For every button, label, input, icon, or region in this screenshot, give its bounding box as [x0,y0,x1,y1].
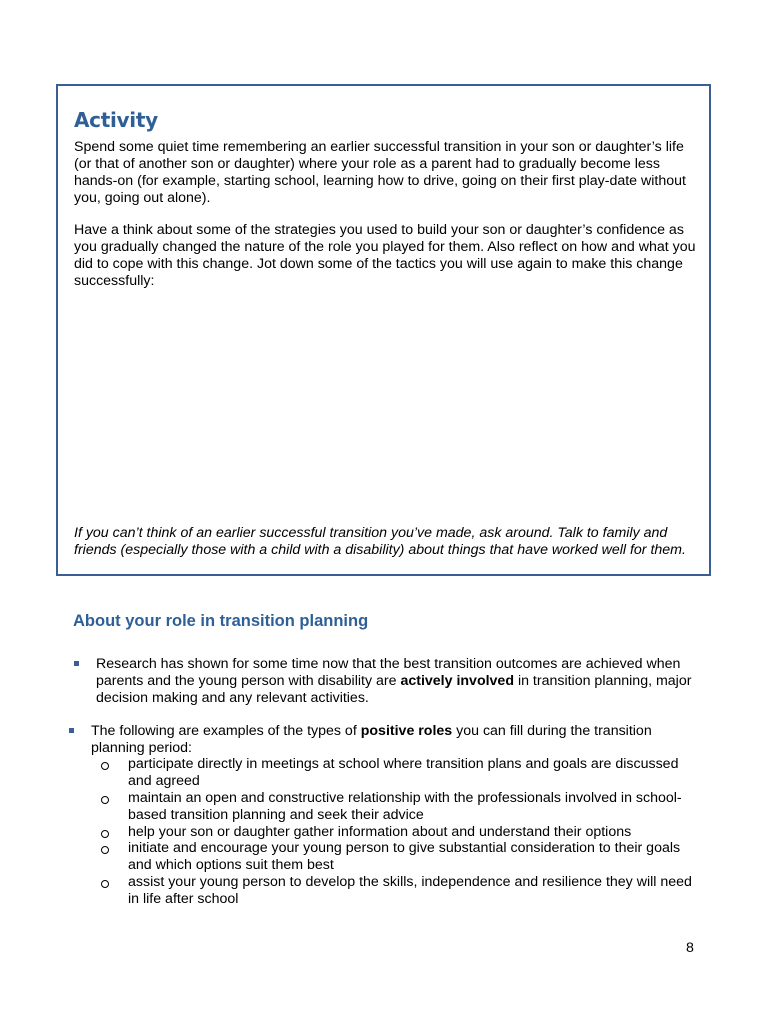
section-heading: About your role in transition planning [73,612,369,630]
activity-paragraph-1: Spend some quiet time remembering an earlier successful transition in your son or daughter’s life (or that of another son or daughter) where your role as a parent had to gradually become less hands-on (for example, starting school, learning how to drive, going on their first play-date without you, going out alone). [74,139,686,206]
square-bullet-icon [74,661,79,666]
bullet-text: The following are examples of the types of [91,723,361,739]
bullet-item-roles [91,723,701,757]
list-item: maintain an open and constructive relationship with the professionals involved in school-based transition planning and seek their advice [128,790,682,823]
square-bullet-icon [69,728,74,733]
activity-paragraph-3: If you can’t think of an earlier successful transition you’ve made, ask around. Talk to family and friends (especially those with a child with a disability) about things that have worked well for them. [74,525,686,558]
circle-bullet-icon [101,846,109,854]
bullet-text: in transition planning, major decision making and any relevant activities. [96,673,692,706]
circle-bullet-icon [101,880,109,888]
page-number: 8 [686,940,694,956]
bullet-item-research [96,656,706,707]
activity-paragraph-2: Have a think about some of the strategies you used to build your son or daughter’s confidence as you gradually changed the nature of the role you played for them. Also reflect on how and what you did to cope with this change. Jot down some of the tactics you will use again to make this change successfully: [74,222,696,289]
bullet-bold-text: positive roles [360,723,453,739]
bullet-text: Research has shown for some time now that the best transition outcomes are achieved when parents and the young person with disability are [96,656,681,689]
circle-bullet-icon [101,762,109,770]
circle-bullet-icon [101,830,109,838]
activity-title: Activity [74,108,158,132]
bullet-text: you can fill during the transition planning period: [91,723,652,756]
list-item: initiate and encourage your young person to give substantial consideration to their goals and which options suit them best [128,840,681,873]
list-item: help your son or daughter gather information about and understand their options [128,824,632,840]
activity-box [56,84,711,576]
circle-bullet-icon [101,796,109,804]
bullet-bold-text: actively involved [400,673,514,689]
list-item: participate directly in meetings at school where transition plans and goals are discussed and agreed [128,756,679,789]
list-item: assist your young person to develop the skills, independence and resilience they will need in life after school [128,874,692,907]
